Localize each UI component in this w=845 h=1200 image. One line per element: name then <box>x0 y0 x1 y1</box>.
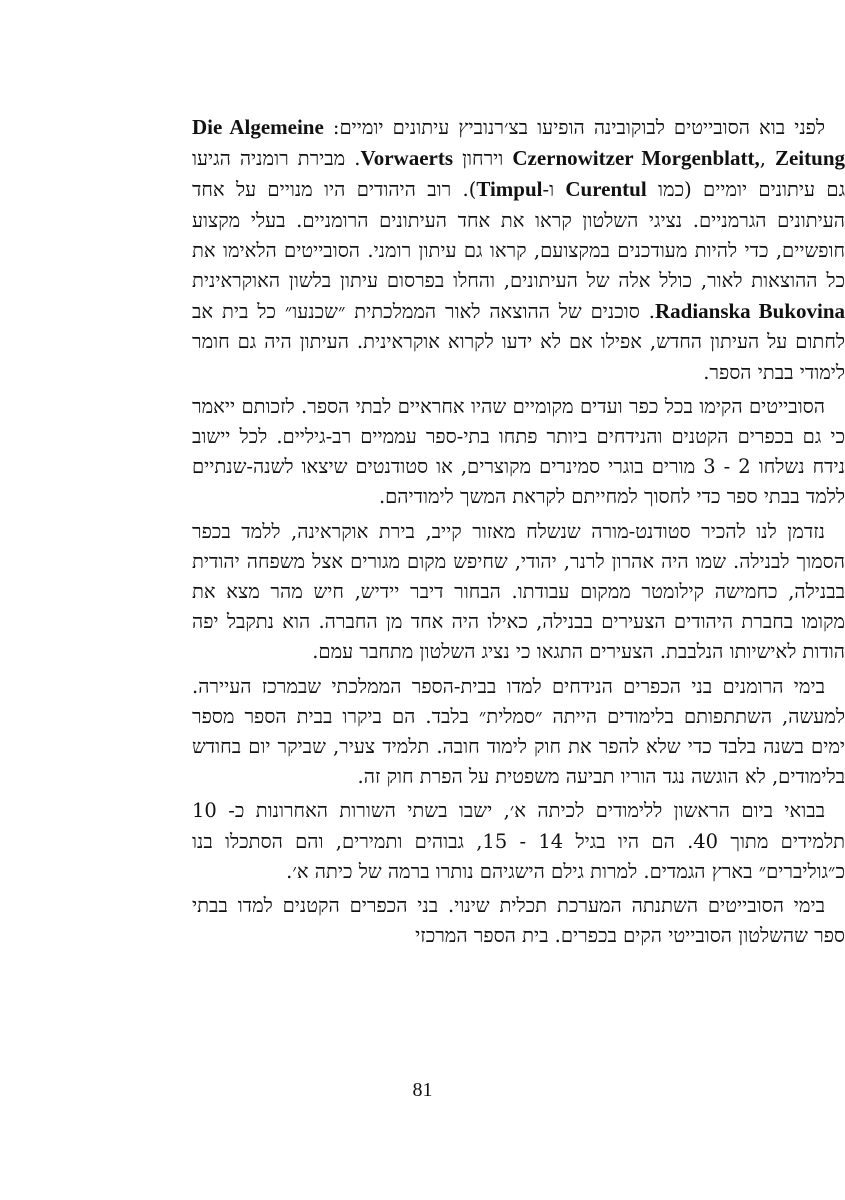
paragraph <box>192 392 845 513</box>
latin-title: Die Algemeine Zeitung <box>192 115 845 171</box>
latin-title: Vorwaerts <box>360 146 454 171</box>
body-text <box>192 112 845 951</box>
text-run: בבואי ביום הראשון ללימודים לכיתה א׳, ישבו בשתי השורות האחרונות כ- 10 תלמידים מתוך 40. הם היו בגיל 14 - 15, גבוהים ותמירים, והם הסתכלו בנו כ״גוליברים״ בארץ הגמדים. למרות גילם הישגיהם נותרו ברמה של כיתה א׳. <box>192 799 845 883</box>
text-run: בימי הרומנים בני הכפרים הנידחים למדו בבית-הספר הממלכתי שבמרכז העיירה. למעשה, השתתפותם בלימודים הייתה ״סמלית״ בלבד. הם ביקרו בבית הספר מספר ימים בשנה בלבד כדי שלא להפר את חוק לימוד חובה. תלמיד צעיר, שביקר יום בחודש בלימודים, לא הוגשה נגד הוריו תביעה משפטית על הפרת חוק זה. <box>192 674 845 789</box>
text-run: ). רוב היהודים היו מנויים על אחד העיתונים הגרמניים. נציגי השלטון קראו את אחד העיתונים הרומניים. בעלי מקצוע חופשיים, כדי להיות מעודכנים במקצועם, קראו גם עיתון רומני. הסובייטים הלאימו את כל ההוצאות לאור, כולל אלה של העיתונים, והחלו בפרסום עיתון בלשון האוקראינית <box>192 178 845 293</box>
text-run: . מבירת רומניה הגיעו גם עיתונים יומיים (כמו <box>192 147 845 202</box>
paragraph <box>192 796 845 887</box>
page-number: 81 <box>412 1079 433 1101</box>
text-run: , <box>759 147 775 171</box>
text-run: לפני בוא הסובייטים לבוקובינה הופיעו בצ׳רנוביץ עיתונים יומיים: <box>323 116 825 139</box>
paragraph <box>192 112 845 388</box>
paragraph <box>192 891 845 951</box>
latin-title: Timpul <box>476 177 543 202</box>
text-run: הסובייטים הקימו בכל כפר ועדים מקומיים שהיו אחראיים לבתי הספר. לזכותם ייאמר כי גם בכפרים הקטנים והנידחים ביותר פתחו בתי-ספר עממיים רב-גיליים. לכל יישוב נידח נשלחו 2 - 3 מורים בוגרי סמינרים מקוצרים, או סטודנטים שיצאו לשנה-שנתיים ללמד בבתי ספר כדי לחסוך למחייתם לקראת המשך לימודיהם. <box>192 394 845 509</box>
text-run: בימי הסובייטים השתנתה המערכת תכלית שינוי. בני הכפרים הקטנים למדו בבתי ספר שהשלטון הסובייטי הקים בכפרים. בית הספר המרכזי <box>192 894 845 948</box>
text-run: . סוכנים של ההוצאה לאור הממלכתית ״שכנעו״ כל בית אב לחתום על העיתון החדש, אפילו אם לא ידעו לקרוא אוקראינית. העיתון היה גם חומר לימודי בבתי הספר. <box>192 300 845 384</box>
text-run: ו- <box>542 178 566 202</box>
text-run: נזדמן לנו להכיר סטודנט-מורה שנשלח מאזור קייב, בירת אוקראינה, ללמד בכפר הסמוך לבנילה. שמו היה אהרון לרנר, יהודי, שחיפש מקום מגורים אצל משפחה יהודית בבנילה, כחמישה קילומטר ממקום עבודתו. הבחור דיבר יידיש, חיש מהר מצא את מקומו בחברת היהודים הצעירים בבנילה, כאילו היה אחד מן החברה. הוא נתקבל יפה הודות לאישיותו הנלבבת. הצעירים התגאו כי נציג השלטון מתחבר עמם. <box>192 519 845 664</box>
latin-title: Czernowitzer Morgenblatt, <box>512 146 760 171</box>
paragraph <box>192 672 845 793</box>
latin-title: Curentul <box>565 177 647 202</box>
text-run: וירחון <box>453 147 513 171</box>
document-page <box>0 112 845 951</box>
latin-title: Radianska Bukovina <box>654 299 845 324</box>
paragraph <box>192 517 845 668</box>
